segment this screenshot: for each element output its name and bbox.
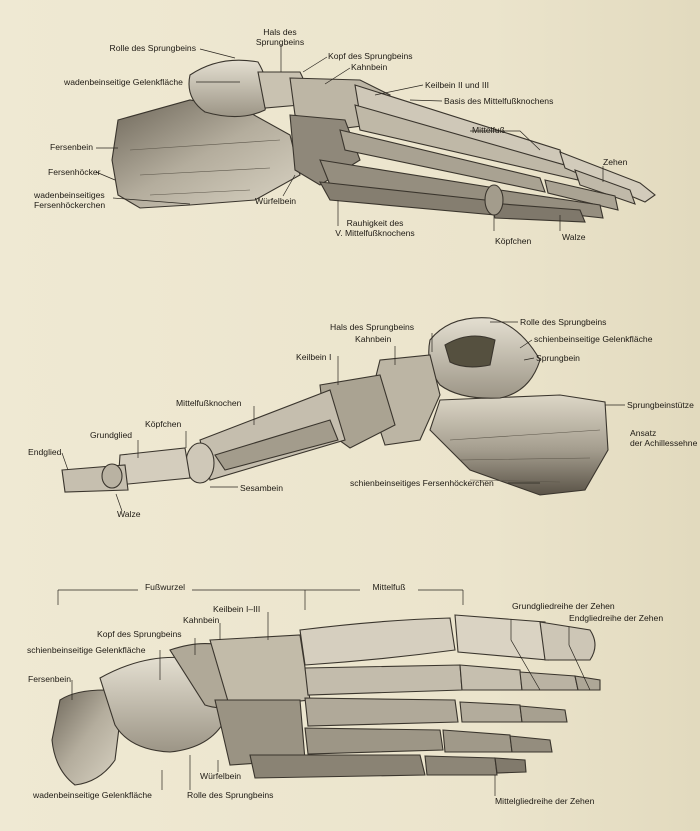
label-ansatz: Ansatz bbox=[630, 428, 657, 438]
label-sprungbein: Sprungbein bbox=[536, 353, 580, 363]
label-zehen: Zehen bbox=[603, 157, 628, 167]
label-v-mittelfussknochens: V. Mittelfußknochens bbox=[335, 228, 415, 238]
label-kahnbein: Kahnbein bbox=[351, 62, 388, 72]
label-hals-des: Hals des bbox=[263, 27, 297, 37]
label-fusswurzel: Fußwurzel bbox=[144, 582, 186, 592]
label-fersenhoecker: Fersenhöcker bbox=[48, 167, 101, 177]
label-keilbein-ii-iii: Keilbein II und III bbox=[425, 80, 490, 90]
label-wadenbeinseitige-gelenkflaeche: wadenbeinseitige Gelenkfläche bbox=[33, 790, 152, 800]
label-rolle-des-sprungbeins: Rolle des Sprungbeins bbox=[109, 43, 196, 53]
label-mittelfussknochen: Mittelfußknochen bbox=[176, 398, 242, 408]
label-grundgliedreihe-der-zehen: Grundgliedreihe der Zehen bbox=[512, 601, 615, 611]
label-hals-sprungbeins: Sprungbeins bbox=[255, 37, 305, 47]
label-fersenhoeckerchen: Fersenhöckerchen bbox=[34, 200, 106, 210]
label-schienbeinseitiges-fersenhoeckerchen: schienbeinseitiges Fersenhöckerchen bbox=[350, 478, 494, 488]
label-kopf-des-sprungbeins: Kopf des Sprungbeins bbox=[97, 629, 182, 639]
label-mittelfuss: Mittelfuß bbox=[372, 582, 406, 592]
label-walze: Walze bbox=[117, 509, 141, 519]
label-hals-des-sprungbeins: Hals des Sprungbeins bbox=[330, 322, 415, 332]
label-kahnbein: Kahnbein bbox=[183, 615, 220, 625]
figure-1-lateral-foot bbox=[112, 60, 655, 222]
label-endgliedreihe-der-zehen: Endgliedreihe der Zehen bbox=[569, 613, 664, 623]
figure-3-dorsal-foot bbox=[52, 615, 600, 785]
label-sesambein: Sesambein bbox=[240, 483, 283, 493]
label-keilbein-i-iii: Keilbein I–III bbox=[213, 604, 261, 614]
label-keilbein-i: Keilbein I bbox=[296, 352, 332, 362]
label-rolle-des-sprungbeins: Rolle des Sprungbeins bbox=[520, 317, 607, 327]
label-kopf-des-sprungbeins: Kopf des Sprungbeins bbox=[328, 51, 413, 61]
label-wuerfelbein: Würfelbein bbox=[255, 196, 297, 206]
label-fersenbein: Fersenbein bbox=[50, 142, 93, 152]
label-grundglied: Grundglied bbox=[90, 430, 133, 440]
label-koepfchen: Köpfchen bbox=[145, 419, 182, 429]
label-koepfchen: Köpfchen bbox=[495, 236, 532, 246]
label-schienbeinseitige-gelenkflaeche: schienbeinseitige Gelenkfläche bbox=[27, 645, 146, 655]
label-kahnbein: Kahnbein bbox=[355, 334, 392, 344]
label-mittelgliedreihe-der-zehen: Mittelgliedreihe der Zehen bbox=[495, 796, 595, 806]
label-sprungbeinstuetze: Sprungbeinstütze bbox=[627, 400, 694, 410]
label-endglied: Endglied bbox=[28, 447, 62, 457]
label-wadenbeinseitige-gelenkflaeche: wadenbeinseitige Gelenkfläche bbox=[64, 77, 183, 87]
label-walze: Walze bbox=[562, 232, 586, 242]
label-basis-mittelfussknochens: Basis des Mittelfußknochens bbox=[444, 96, 554, 106]
label-rolle-des-sprungbeins: Rolle des Sprungbeins bbox=[187, 790, 274, 800]
label-wadenbeinseitiges: wadenbeinseitiges bbox=[34, 190, 105, 200]
label-wuerfelbein: Würfelbein bbox=[200, 771, 242, 781]
label-schienbeinseitige-gelenkflaeche: schienbeinseitige Gelenkfläche bbox=[534, 334, 653, 344]
label-rauhigkeit-des: Rauhigkeit des bbox=[346, 218, 404, 228]
label-mittelfuss: Mittelfuß bbox=[472, 125, 505, 135]
label-der-achillessehne: der Achillessehne bbox=[630, 438, 698, 448]
label-fersenbein: Fersenbein bbox=[28, 674, 71, 684]
